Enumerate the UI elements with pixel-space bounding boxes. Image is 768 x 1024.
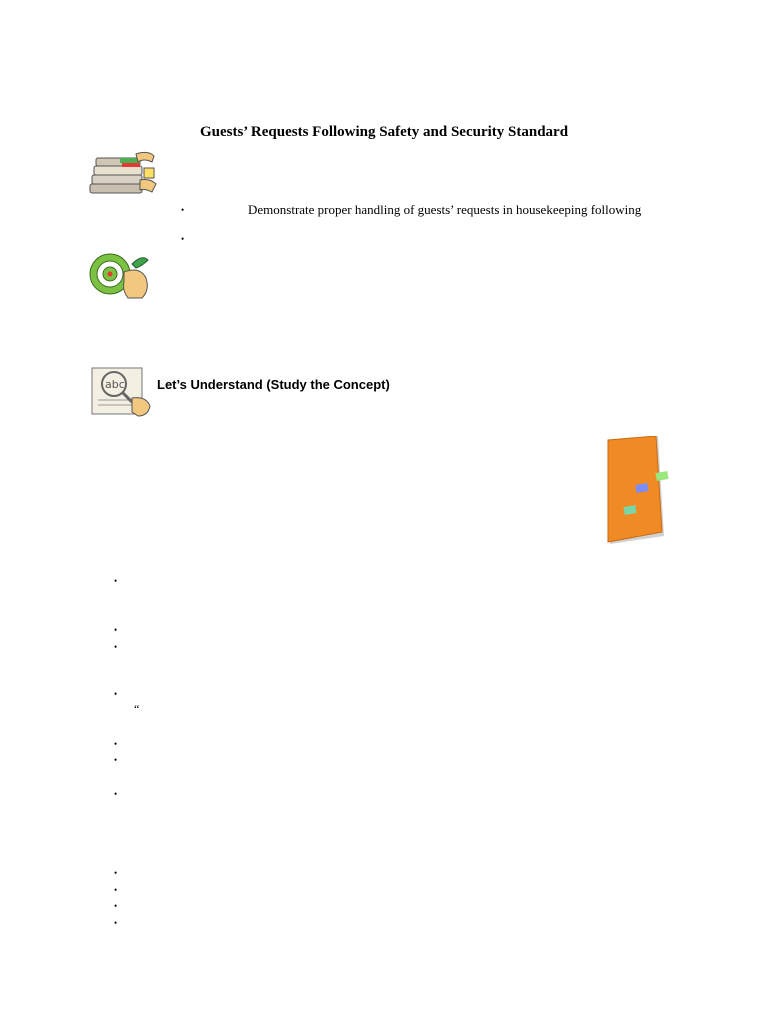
- books-icon: [86, 150, 158, 196]
- magnifier-icon: [88, 362, 154, 418]
- target-icon: [88, 252, 154, 300]
- list-item: •: [114, 901, 118, 911]
- list-item: •: [114, 739, 118, 749]
- section-heading: Let’s Understand (Study the Concept): [157, 377, 390, 392]
- quote-mark: “: [134, 702, 140, 716]
- list-item: •: [114, 689, 118, 699]
- objective-bullet-empty: •: [181, 234, 185, 244]
- notebook-icon: [606, 436, 676, 548]
- svg-text:abc: abc: [105, 378, 125, 391]
- objective-bullet: •: [181, 205, 185, 215]
- list-item: •: [114, 868, 118, 878]
- list-item: •: [114, 625, 118, 635]
- list-item: •: [114, 885, 118, 895]
- list-item: •: [114, 789, 118, 799]
- list-item: •: [114, 576, 118, 586]
- list-item: •: [114, 755, 118, 765]
- list-item: •: [114, 642, 118, 652]
- objective-text: Demonstrate proper handling of guests’ requests in housekeeping following: [248, 202, 642, 217]
- list-item: •: [114, 918, 118, 928]
- page-title: Guests’ Requests Following Safety and Security Standard: [199, 124, 569, 140]
